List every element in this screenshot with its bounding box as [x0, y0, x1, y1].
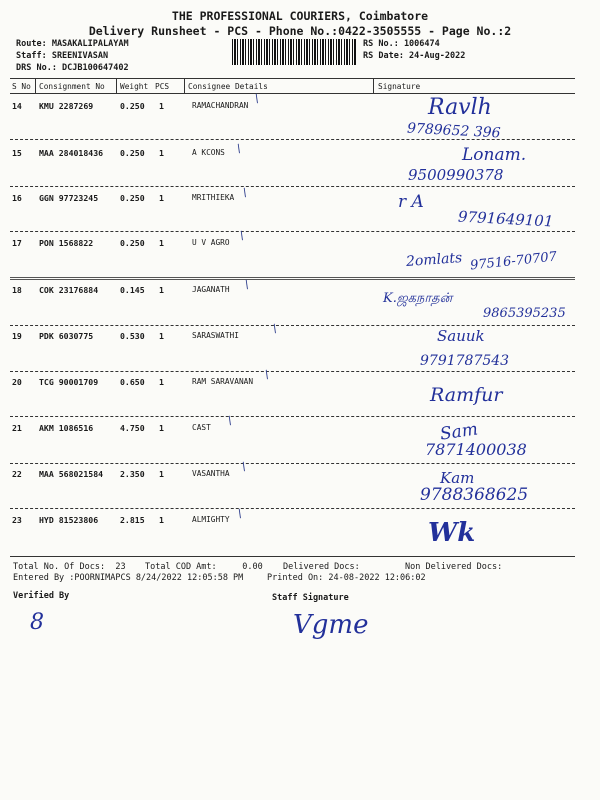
recipient-phone: 7871400038 [425, 440, 527, 459]
row-consignment-no: HYD 81523806 [39, 515, 99, 525]
recipient-signature: Sauuk [437, 327, 485, 345]
recipient-signature: r A [398, 192, 424, 212]
check-mark: / [235, 506, 245, 521]
delivered-docs: Delivered Docs: [283, 562, 360, 572]
row-consignee: ALMIGHTY [192, 515, 230, 524]
recipient-signature: Lonam. [462, 145, 527, 165]
row-consignment-no: PDK 6030775 [39, 331, 94, 341]
total-docs: Total No. Of Docs: 23 [13, 562, 126, 572]
row-pcs: 1 [159, 515, 164, 525]
row-pcs: 1 [159, 193, 164, 203]
row-weight: 0.650 [120, 377, 145, 387]
column-divider [116, 79, 117, 94]
non-delivered-docs: Non Delivered Docs: [405, 562, 503, 572]
verified-by-label: Verified By [13, 591, 70, 601]
check-mark: / [237, 228, 247, 243]
recipient-phone: 9788368625 [420, 485, 529, 505]
drs-label: DRS No.: DCJB100647402 [16, 63, 129, 73]
row-pcs: 1 [159, 285, 164, 295]
rs-date: RS Date: 24-Aug-2022 [363, 51, 466, 61]
row-weight: 0.250 [120, 148, 145, 158]
recipient-signature: Wk [428, 518, 476, 548]
table-top-rule [10, 78, 575, 79]
row-sno: 19 [12, 331, 22, 341]
staff-signature: Vgme [293, 610, 369, 640]
document-subtitle: Delivery Runsheet - PCS - Phone No.:0422-3505555 - Page No.:2 [88, 24, 512, 38]
row-divider [10, 231, 575, 232]
row-divider [10, 508, 575, 509]
row-consignee: RAMACHANDRAN [192, 101, 249, 110]
row-consignee: CAST [192, 423, 211, 432]
row-consignee: U V AGRO [192, 238, 230, 247]
row-sno: 15 [12, 148, 22, 158]
row-divider [10, 463, 575, 464]
row-consignment-no: PON 1568822 [39, 238, 94, 248]
row-divider [10, 371, 575, 372]
row-sno: 23 [12, 515, 22, 525]
row-consignment-no: TCG 90001709 [39, 377, 99, 387]
recipient-signature: Ramfur [430, 384, 503, 406]
verifier-signature: 8 [30, 610, 44, 635]
table-header-rule [10, 93, 575, 94]
recipient-phone: 9865395235 [483, 306, 566, 321]
check-mark: / [239, 459, 249, 474]
recipient-signature: Sam [438, 419, 480, 445]
row-consignee: RAM SARAVANAN [192, 377, 254, 386]
row-sno: 16 [12, 193, 22, 203]
barcode [232, 39, 356, 65]
row-divider [10, 186, 575, 187]
check-mark: / [262, 367, 272, 382]
check-mark: / [270, 321, 280, 336]
staff-signature-label: Staff Signature [272, 593, 349, 603]
row-pcs: 1 [159, 423, 164, 433]
row-pcs: 1 [159, 148, 164, 158]
recipient-phone: 9500990378 [408, 166, 504, 184]
row-sno: 21 [12, 423, 22, 433]
row-pcs: 1 [159, 331, 164, 341]
rs-number: RS No.: 1006474 [363, 39, 440, 49]
row-weight: 0.145 [120, 285, 145, 295]
row-weight: 0.250 [120, 238, 145, 248]
recipient-signature: K.ஜகநாதன் [383, 291, 453, 306]
row-sno: 17 [12, 238, 22, 248]
col-header-consignee: Consignee Details [188, 82, 268, 91]
row-pcs: 1 [159, 377, 164, 387]
col-header-consignment: Consignment No [39, 82, 105, 91]
row-weight: 4.750 [120, 423, 145, 433]
col-header-sno: S No [12, 82, 31, 91]
check-mark: / [240, 185, 250, 200]
row-consignment-no: MAA 568021584 [39, 469, 104, 479]
entered-by: Entered By :POORNIMAPCS 8/24/2022 12:05:58 PM [13, 573, 244, 583]
col-header-pcs: PCS [155, 82, 170, 91]
row-consignment-no: GGN 97723245 [39, 193, 99, 203]
total-cod: Total COD Amt: 0.00 [145, 562, 263, 572]
row-divider [10, 325, 575, 326]
row-weight: 2.350 [120, 469, 145, 479]
row-pcs: 1 [159, 469, 164, 479]
row-sno: 20 [12, 377, 22, 387]
row-consignment-no: MAA 284018436 [39, 148, 104, 158]
row-sno: 18 [12, 285, 22, 295]
row-divider [10, 277, 575, 280]
row-consignee: VASANTHA [192, 469, 230, 478]
row-consignment-no: AKM 1086516 [39, 423, 94, 433]
row-weight: 0.250 [120, 193, 145, 203]
check-mark: / [225, 413, 235, 428]
document-title: THE PROFESSIONAL COURIERS, Coimbatore [171, 9, 429, 23]
column-divider [35, 79, 36, 94]
row-divider [10, 139, 575, 140]
row-weight: 0.250 [120, 101, 145, 111]
col-header-weight: Weight [120, 82, 149, 91]
staff-label: Staff: SREENIVASAN [16, 51, 109, 61]
table-bottom-rule [10, 556, 575, 557]
column-divider [373, 79, 374, 94]
row-consignment-no: KMU 2287269 [39, 101, 94, 111]
row-pcs: 1 [159, 238, 164, 248]
recipient-signature: 2omlats [405, 250, 463, 270]
check-mark: / [252, 91, 262, 106]
row-sno: 22 [12, 469, 22, 479]
recipient-signature: Kam [440, 469, 475, 487]
recipient-phone: 9791787543 [420, 353, 510, 369]
check-mark: / [242, 277, 252, 292]
recipient-phone: 9791649101 [457, 207, 554, 231]
row-sno: 14 [12, 101, 22, 111]
row-weight: 0.530 [120, 331, 145, 341]
column-divider [184, 79, 185, 94]
row-consignee: JAGANATH [192, 285, 230, 294]
col-header-signature: Signature [378, 82, 421, 91]
recipient-phone: 97516-70707 [469, 249, 558, 274]
check-mark: / [234, 141, 244, 156]
recipient-signature: Ravlh [428, 95, 492, 120]
row-consignee: MRITHIEKA [192, 193, 235, 202]
route-label: Route: MASAKALIPALAYAM [16, 39, 129, 49]
row-consignment-no: COK 23176884 [39, 285, 99, 295]
row-pcs: 1 [159, 101, 164, 111]
row-consignee: A KCONS [192, 148, 225, 157]
recipient-phone: 9789652 396 [406, 120, 501, 142]
row-divider [10, 416, 575, 417]
printed-on: Printed On: 24-08-2022 12:06:02 [267, 573, 426, 583]
row-consignee: SARASWATHI [192, 331, 239, 340]
row-weight: 2.815 [120, 515, 145, 525]
